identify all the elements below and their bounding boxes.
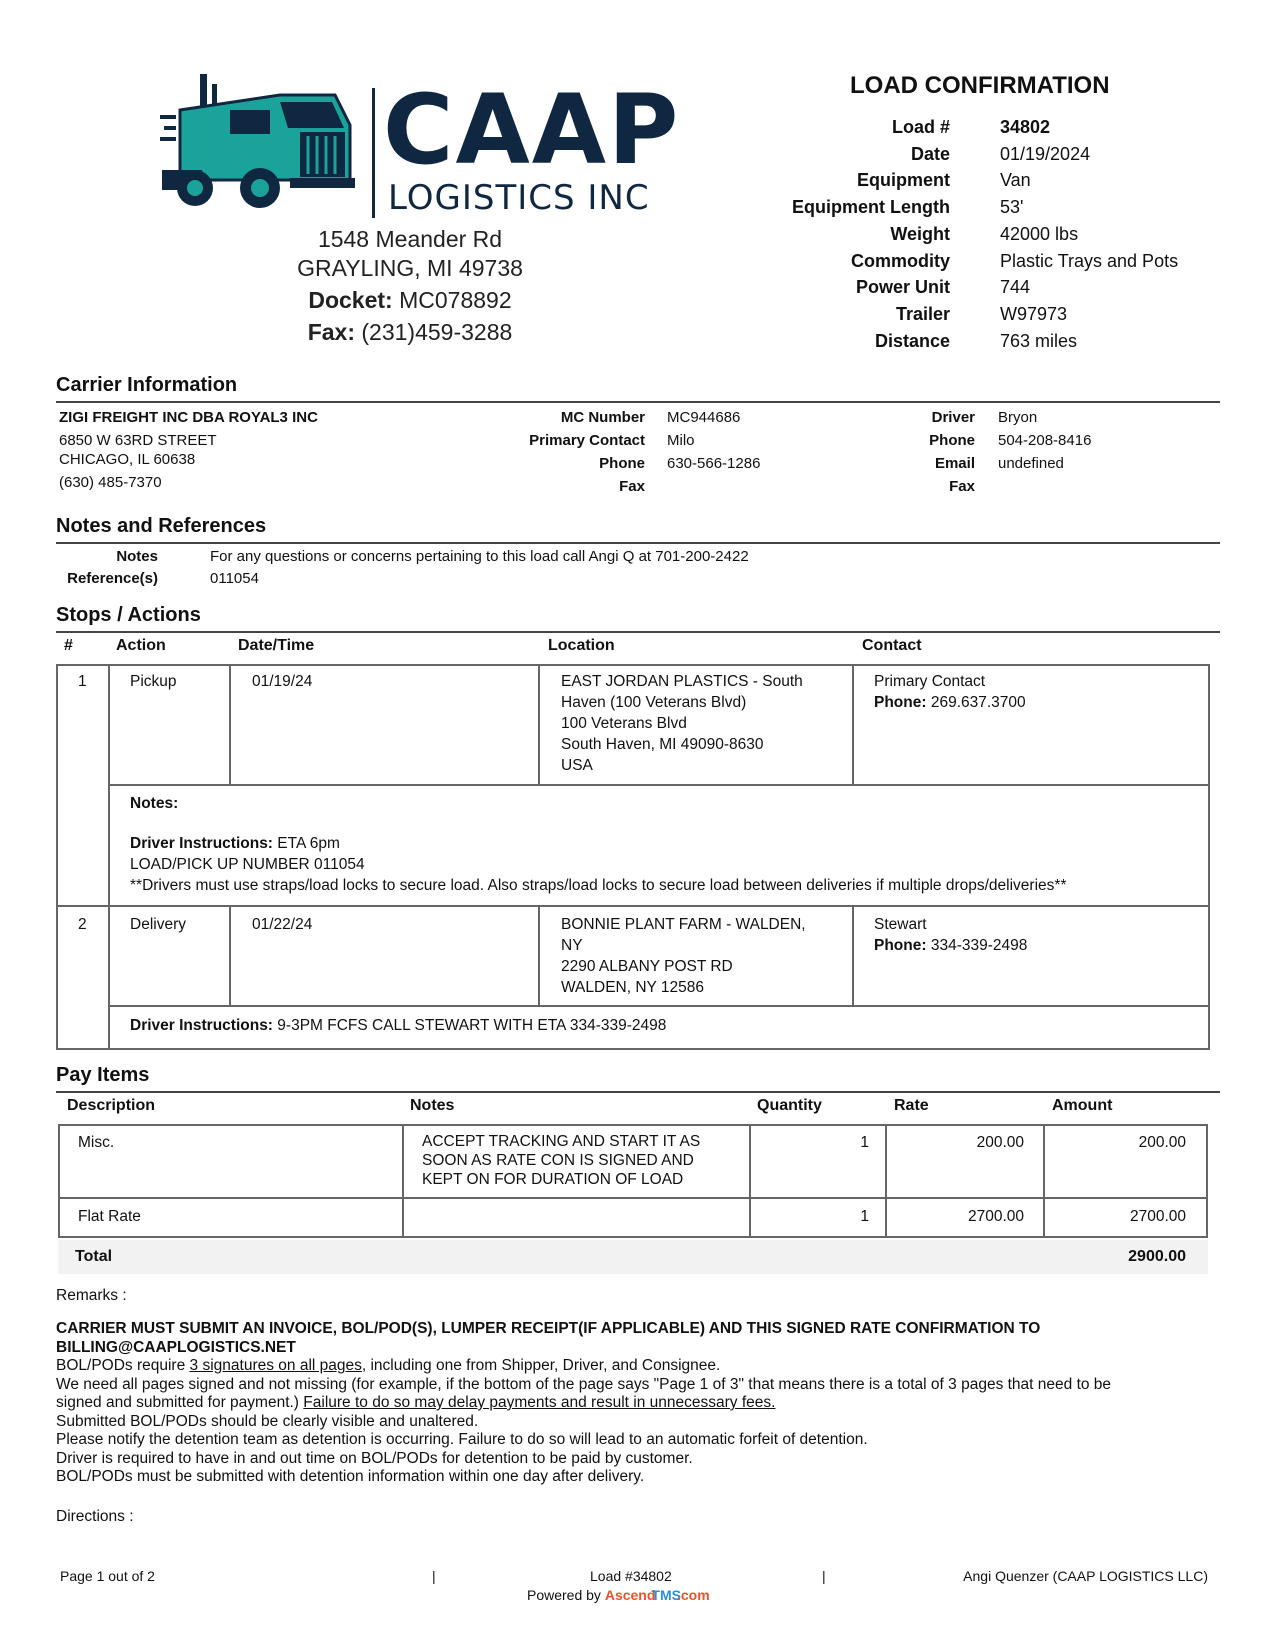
docket-value: MC078892 [399, 287, 512, 313]
footer-load-number: Load #34802 [590, 1568, 672, 1584]
power-unit-label: Power Unit [855, 277, 950, 297]
stops-header-action: Action [116, 637, 166, 654]
stop2-instr-label: Driver Instructions: [130, 1017, 273, 1034]
stop2-location-line2: NY [561, 937, 583, 954]
stop1-num: 1 [78, 673, 87, 690]
pay-header-description: Description [67, 1097, 156, 1114]
pay-col-divider-a [402, 1124, 404, 1238]
carrier-city: CHICAGO, IL 60638 [59, 451, 196, 468]
notes-section-rule [56, 542, 1220, 544]
stop1-instr-value: ETA 6pm [277, 835, 340, 852]
remarks-line4: Submitted BOL/PODs should be clearly visible and unaltered. [56, 1412, 479, 1430]
pay-total-label: Total [75, 1248, 113, 1265]
driver-phone-value: 504-208-8416 [998, 432, 1092, 449]
pay1-description: Misc. [78, 1134, 115, 1151]
equipment-length-label: Equipment Length [792, 197, 950, 217]
logo-divider [372, 88, 375, 218]
driver-value: Bryon [998, 409, 1038, 426]
remarks-line3: signed and submitted for payment.) Failure to do so may delay payments and result in unnecessary fees. [56, 1394, 776, 1411]
pay1-notes-line2: SOON AS RATE CON IS SIGNED AND [422, 1152, 694, 1169]
stop1-location-line1: EAST JORDAN PLASTICS - South [561, 673, 803, 690]
power-unit-value: 744 [1000, 277, 1031, 297]
stop2-action: Delivery [130, 916, 186, 933]
fax-label: Fax: [307, 319, 355, 345]
stop2-contact-name: Stewart [874, 916, 927, 933]
equipment-label: Equipment [857, 170, 950, 190]
date-label: Date [910, 144, 950, 164]
driver-email-label: Email [934, 455, 975, 472]
date-value: 01/19/2024 [1000, 144, 1091, 164]
carrier-phone: (630) 485-7370 [59, 474, 162, 491]
pay2-quantity: 1 [860, 1208, 869, 1225]
footer-powered-by [527, 1587, 710, 1603]
pay-section-title: Pay Items [56, 1064, 150, 1086]
stop2-location-line3: 2290 ALBANY POST RD [561, 958, 733, 975]
stops-header-contact: Contact [862, 637, 922, 654]
stop2-location [561, 914, 806, 998]
logo-subtitle: LOGISTICS INC [388, 178, 650, 218]
remarks-failure-emphasis: Failure to do so may delay payments and result in unnecessary fees. [303, 1394, 776, 1411]
footer-author: Angi Quenzer (CAAP LOGISTICS LLC) [963, 1568, 1208, 1584]
stop1-col-divider-b [538, 664, 540, 785]
stop1-location-line5: USA [561, 757, 593, 774]
pay-total-value: 2900.00 [1128, 1248, 1186, 1265]
carrier-section-title: Carrier Information [56, 374, 238, 396]
truck-icon [160, 70, 380, 210]
remarks-bold-line1: CARRIER MUST SUBMIT AN INVOICE, BOL/POD(S), LUMPER RECEIPT(IF APPLICABLE) AND THIS SIGNED RATE CONFIRMATION TO [56, 1320, 1041, 1337]
stop2-contact [874, 914, 1027, 956]
remarks-body [56, 1320, 1216, 1487]
stops-section-rule [56, 631, 1220, 633]
stops-header-location: Location [548, 637, 615, 654]
distance-label: Distance [874, 331, 950, 351]
carrier-fax-label: Fax [619, 478, 645, 495]
pay-section-rule [56, 1091, 1220, 1093]
ascend-brand-part3: .com [676, 1587, 710, 1603]
remarks-line2: We need all pages signed and not missing (for example, if the bottom of the page says "Page 1 of 3" that means there is a total of 3 pages that need to be [56, 1375, 1112, 1393]
notes-section-title: Notes and References [56, 515, 267, 537]
stop1-extra1: LOAD/PICK UP NUMBER 011054 [130, 856, 365, 873]
company-fax [250, 319, 570, 346]
stop1-contact-name: Primary Contact [874, 673, 986, 690]
stop1-date: 01/19/24 [252, 673, 313, 690]
remarks-label: Remarks : [56, 1287, 127, 1304]
stop1-notes [130, 793, 1200, 896]
pay-header-quantity: Quantity [757, 1097, 822, 1114]
stops-section-title: Stops / Actions [56, 604, 201, 626]
remarks-line5: Please notify the detention team as detention is occurring. Failure to do so will lead to an automatic forfeit of detention. [56, 1431, 868, 1448]
driver-phone-label: Phone [929, 432, 975, 449]
stop1-phone-value: 269.637.3700 [930, 694, 1026, 711]
logo-name: CAAP [383, 74, 681, 186]
weight-label: Weight [890, 224, 950, 244]
load-number-value: 34802 [1000, 117, 1051, 137]
distance-value: 763 miles [1000, 331, 1078, 351]
trailer-label: Trailer [895, 304, 950, 324]
pay-total-bar [58, 1240, 1208, 1274]
stop2-location-line4: WALDEN, NY 12586 [561, 979, 705, 996]
stop2-location-line1: BONNIE PLANT FARM - WALDEN, [561, 916, 806, 933]
document-title: LOAD CONFIRMATION [850, 72, 1110, 99]
pay1-notes-line3: KEPT ON FOR DURATION OF LOAD [422, 1171, 684, 1188]
reference-value: 011054 [210, 570, 259, 587]
pay1-quantity: 1 [860, 1134, 869, 1151]
pay2-rate: 2700.00 [967, 1208, 1024, 1225]
stop1-notes-label: Notes: [130, 795, 179, 812]
stop1-location-line3: 100 Veterans Blvd [561, 715, 687, 732]
reference-label: Reference(s) [67, 570, 158, 587]
driver-label: Driver [931, 409, 975, 426]
carrier-name: ZIGI FREIGHT INC DBA ROYAL3 INC [59, 409, 318, 426]
stop1-col-divider-a [229, 664, 231, 785]
pay-header-amount: Amount [1052, 1097, 1113, 1114]
carrier-contact-phone-value: 630-566-1286 [667, 455, 761, 472]
driver-fax-label: Fax [949, 478, 975, 495]
stop1-instr-label: Driver Instructions: [130, 835, 273, 852]
stop2-col-divider-a [229, 905, 231, 1006]
load-number-label: Load # [891, 117, 950, 137]
stop2-date: 01/22/24 [252, 916, 313, 933]
primary-contact-label: Primary Contact [529, 432, 645, 449]
company-address-line1: 1548 Meander Rd [317, 226, 503, 252]
stop2-instr-value: 9-3PM FCFS CALL STEWART WITH ETA 334-339-2498 [277, 1017, 667, 1034]
stop1-location [561, 671, 803, 776]
carrier-section-rule [56, 401, 1220, 403]
stop1-extra2: **Drivers must use straps/load locks to secure load. Also straps/load locks to secure load between deliveries if multiple drops/deliveries** [130, 877, 1067, 894]
stop2-phone-label: Phone: [874, 937, 927, 954]
carrier-contact-phone-label: Phone [599, 455, 645, 472]
weight-value: 42000 lbs [1000, 224, 1079, 244]
pay1-notes [422, 1132, 700, 1189]
ascend-brand-part1: Ascend [604, 1587, 656, 1603]
trailer-value: W97973 [1000, 304, 1068, 324]
stop2-instructions [130, 1015, 666, 1036]
stop1-action: Pickup [130, 673, 177, 690]
pay2-amount: 2700.00 [1129, 1208, 1186, 1225]
company-docket [250, 287, 570, 314]
stop1-notes-divider [108, 784, 1210, 786]
primary-contact-value: Milo [667, 432, 695, 449]
notes-label: Notes [116, 548, 158, 565]
pay1-amount: 200.00 [1138, 1134, 1186, 1151]
fax-value: (231)459-3288 [361, 319, 513, 345]
remarks-bold-line2: BILLING@CAAPLOGISTICS.NET [56, 1338, 296, 1356]
equipment-value: Van [1000, 170, 1031, 190]
pay-row-divider [58, 1197, 1208, 1199]
stop2-phone-value: 334-339-2498 [930, 937, 1028, 954]
mc-number-label: MC Number [560, 409, 645, 426]
stop1-col-divider-c [852, 664, 854, 785]
remarks-line7: BOL/PODs must be submitted with detention information within one day after delivery. [56, 1468, 645, 1485]
docket-label: Docket: [308, 287, 393, 313]
pay-header-notes: Notes [410, 1097, 455, 1114]
notes-value: For any questions or concerns pertaining to this load call Angi Q at 701-200-2422 [210, 548, 749, 565]
remarks-line6: Driver is required to have in and out time on BOL/PODs for detention to be paid by customer. [56, 1449, 693, 1467]
footer-page-number: Page 1 out of 2 [60, 1568, 155, 1584]
commodity-label: Commodity [851, 251, 950, 271]
remarks-line1: BOL/PODs require 3 signatures on all pages, including one from Shipper, Driver, and Consignee. [56, 1357, 721, 1374]
stop2-notes-divider [108, 1005, 1210, 1007]
stop1-contact [874, 671, 1026, 713]
pay1-rate: 200.00 [976, 1134, 1024, 1151]
mc-number-value: MC944686 [667, 409, 741, 426]
pay2-description: Flat Rate [78, 1208, 141, 1225]
pay-header-rate: Rate [894, 1097, 929, 1114]
ascend-brand-part2: TMS [651, 1587, 681, 1603]
driver-email-value: undefined [998, 455, 1064, 472]
pay1-notes-line1: ACCEPT TRACKING AND START IT AS [422, 1133, 701, 1150]
stops-header-num: # [64, 637, 73, 654]
stops-header-datetime: Date/Time [238, 637, 315, 654]
stop2-col-divider-b [538, 905, 540, 1006]
stop1-location-line4: South Haven, MI 49090-8630 [561, 736, 764, 753]
stop1-phone-label: Phone: [874, 694, 927, 711]
stop2-col-divider-c [852, 905, 854, 1006]
powered-by-label: Powered by [527, 1587, 601, 1603]
footer-separator-2: | [822, 1568, 826, 1584]
equipment-length-value: 53' [1000, 197, 1024, 217]
directions-label: Directions : [56, 1508, 134, 1525]
stops-col-divider [108, 664, 110, 1050]
stop1-location-line2: Haven (100 Veterans Blvd) [561, 694, 747, 711]
footer-separator-1: | [432, 1568, 436, 1584]
remarks-signatures-emphasis: 3 signatures on all pages [189, 1357, 362, 1374]
stop2-num: 2 [78, 916, 87, 933]
company-address-line2: GRAYLING, MI 49738 [297, 255, 523, 281]
carrier-street: 6850 W 63RD STREET [59, 432, 217, 449]
commodity-value: Plastic Trays and Pots [1000, 251, 1179, 271]
